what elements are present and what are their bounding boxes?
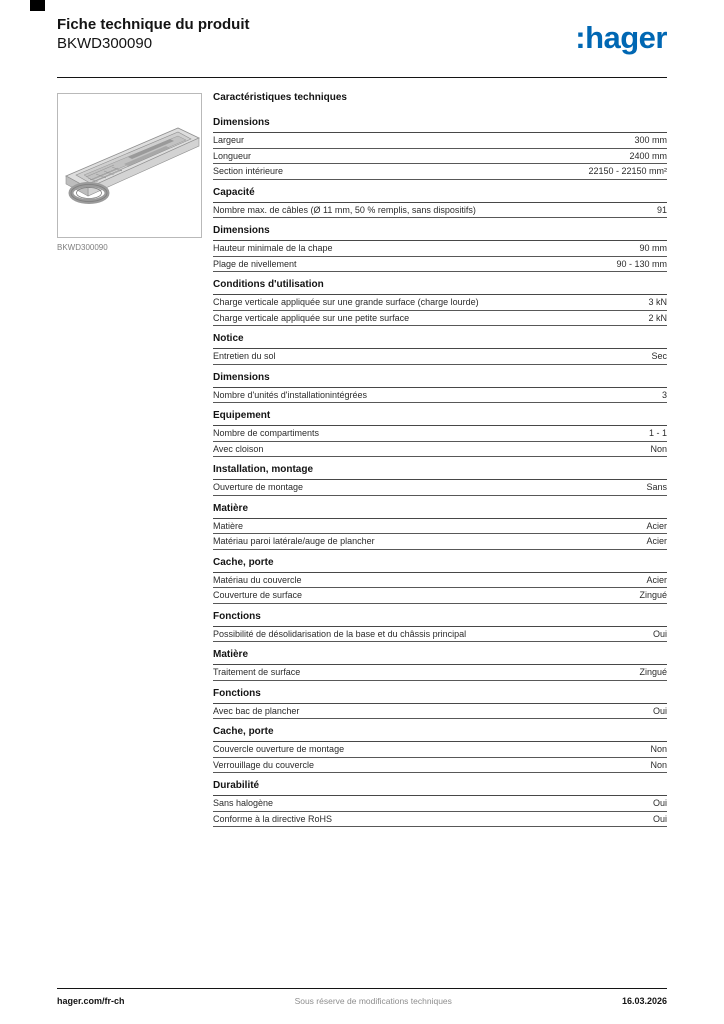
spec-row [213, 311, 667, 327]
section-title: Cache, porte [213, 558, 667, 573]
floor-duct-drawing-image [58, 94, 201, 237]
spec-value: Acier [646, 574, 667, 585]
footer-date: 16.03.2026 [621, 996, 667, 1006]
section-rows [213, 426, 667, 457]
characteristics-sections [213, 118, 667, 827]
product-code: BKWD300090 [57, 35, 153, 52]
spec-value: Sans [646, 482, 667, 492]
section-rows [213, 627, 667, 643]
spec-label: Traitement de surface [213, 667, 301, 677]
section-title: Dimensions [213, 118, 667, 133]
spec-label: Entretien du sol [213, 351, 276, 361]
spec-label: Largeur [213, 135, 245, 145]
spec-section [213, 558, 667, 604]
spec-row [213, 164, 667, 180]
section-rows [213, 573, 667, 604]
section-title: Conditions d'utilisation [213, 280, 667, 295]
spec-label: Longueur [213, 150, 252, 161]
spec-value: Sec [651, 351, 667, 361]
spec-value: Non [650, 443, 667, 454]
section-title: Notice [213, 334, 667, 349]
header-divider [57, 77, 667, 78]
spec-section [213, 504, 667, 550]
spec-label: Nombre max. de câbles (Ø 11 mm, 50 % remplis, sans dispositifs) [213, 204, 476, 215]
spec-row [213, 812, 667, 828]
spec-section [213, 411, 667, 457]
spec-label: Hauteur minimale de la chape [213, 243, 333, 253]
footer-disclaimer: Sous réserve de modifications techniques [294, 996, 452, 1006]
spec-row [213, 758, 667, 774]
document-title: Fiche technique du produit [57, 16, 250, 33]
spec-section [213, 280, 667, 326]
spec-value: 90 - 130 mm [616, 258, 667, 269]
spec-value: Oui [652, 798, 667, 808]
spec-section [213, 650, 667, 681]
spec-label: Charge verticale appliquée sur une grande surface (charge lourde) [213, 297, 479, 307]
spec-row [213, 704, 667, 720]
spec-label: Nombre d'unités d'installationintégrées [213, 389, 368, 400]
footer-website-link[interactable]: hager.com/fr-ch [57, 996, 125, 1006]
spec-value: Oui [652, 628, 667, 639]
section-title: Matière [213, 504, 667, 519]
spec-label: Conforme à la directive RoHS [213, 813, 333, 824]
spec-label: Section intérieure [213, 166, 284, 176]
spec-label: Couvercle ouverture de montage [213, 744, 345, 754]
section-rows [213, 349, 667, 365]
spec-label: Matériau paroi latérale/auge de plancher [213, 536, 375, 546]
section-title: Fonctions [213, 689, 667, 704]
spec-section [213, 118, 667, 180]
spec-section [213, 727, 667, 773]
spec-value: 91 [656, 204, 667, 215]
section-rows [213, 704, 667, 720]
spec-value: Oui [652, 813, 667, 824]
section-rows [213, 133, 667, 180]
spec-row [213, 442, 667, 458]
spec-label: Avec cloison [213, 443, 264, 454]
spec-row [213, 742, 667, 758]
product-image-caption: BKWD300090 [57, 243, 108, 252]
spec-value: 3 kN [648, 297, 667, 307]
spec-value: Non [650, 759, 667, 770]
spec-row [213, 388, 667, 404]
spec-section [213, 226, 667, 272]
section-rows [213, 241, 667, 272]
document-header [57, 15, 250, 53]
spec-label: Sans halogène [213, 798, 274, 808]
section-rows [213, 203, 667, 219]
spec-row [213, 573, 667, 589]
section-title: Installation, montage [213, 465, 667, 480]
spec-label: Nombre de compartiments [213, 428, 320, 438]
section-title: Dimensions [213, 226, 667, 241]
spec-section [213, 689, 667, 720]
spec-row [213, 257, 667, 273]
section-title: Fonctions [213, 612, 667, 627]
spec-label: Matière [213, 520, 244, 531]
spec-row [213, 295, 667, 311]
print-registration-mark [30, 0, 45, 11]
spec-label: Avec bac de plancher [213, 705, 300, 716]
page-footer [57, 988, 667, 1006]
spec-label: Matériau du couvercle [213, 574, 302, 585]
spec-row [213, 241, 667, 257]
section-rows [213, 665, 667, 681]
spec-value: 2 kN [648, 312, 667, 323]
spec-value: Oui [652, 705, 667, 716]
spec-label: Plage de nivellement [213, 258, 297, 269]
spec-value: Acier [646, 520, 667, 531]
spec-value: 2400 mm [629, 150, 667, 161]
spec-value: Acier [646, 536, 667, 546]
spec-row [213, 133, 667, 149]
spec-value: Zingué [639, 590, 667, 600]
spec-label: Charge verticale appliquée sur une petite surface [213, 312, 410, 323]
section-title: Capacité [213, 188, 667, 203]
section-title: Equipement [213, 411, 667, 426]
spec-section [213, 334, 667, 365]
spec-section [213, 781, 667, 827]
section-rows [213, 796, 667, 827]
spec-row [213, 519, 667, 535]
spec-value: 22150 - 22150 mm² [588, 166, 667, 176]
spec-label: Verrouillage du couvercle [213, 759, 315, 770]
spec-row [213, 627, 667, 643]
spec-row [213, 534, 667, 550]
spec-row [213, 796, 667, 812]
spec-label: Ouverture de montage [213, 482, 304, 492]
spec-row [213, 665, 667, 681]
characteristics-panel [213, 93, 667, 835]
spec-section [213, 188, 667, 219]
spec-value: 300 mm [634, 135, 667, 145]
characteristics-heading: Caractéristiques techniques [213, 92, 347, 103]
spec-row [213, 203, 667, 219]
spec-value: Non [650, 744, 667, 754]
spec-section [213, 373, 667, 404]
hager-logo: :hager [575, 20, 667, 55]
section-rows [213, 519, 667, 550]
section-rows [213, 388, 667, 404]
product-image-frame [57, 93, 202, 238]
spec-value: 1 - 1 [648, 428, 667, 438]
spec-row [213, 480, 667, 496]
spec-section [213, 465, 667, 496]
spec-row [213, 588, 667, 604]
section-rows [213, 295, 667, 326]
section-title: Matière [213, 650, 667, 665]
spec-section [213, 612, 667, 643]
section-rows [213, 742, 667, 773]
spec-row [213, 426, 667, 442]
spec-label: Couverture de surface [213, 590, 303, 600]
spec-row [213, 349, 667, 365]
spec-value: Zingué [639, 667, 667, 677]
spec-row [213, 149, 667, 165]
section-rows [213, 480, 667, 496]
section-title: Dimensions [213, 373, 667, 388]
spec-label: Possibilité de désolidarisation de la base et du châssis principal [213, 628, 467, 639]
spec-value: 3 [661, 389, 667, 400]
spec-value: 90 mm [639, 243, 667, 253]
section-title: Cache, porte [213, 727, 667, 742]
section-title: Durabilité [213, 781, 667, 796]
